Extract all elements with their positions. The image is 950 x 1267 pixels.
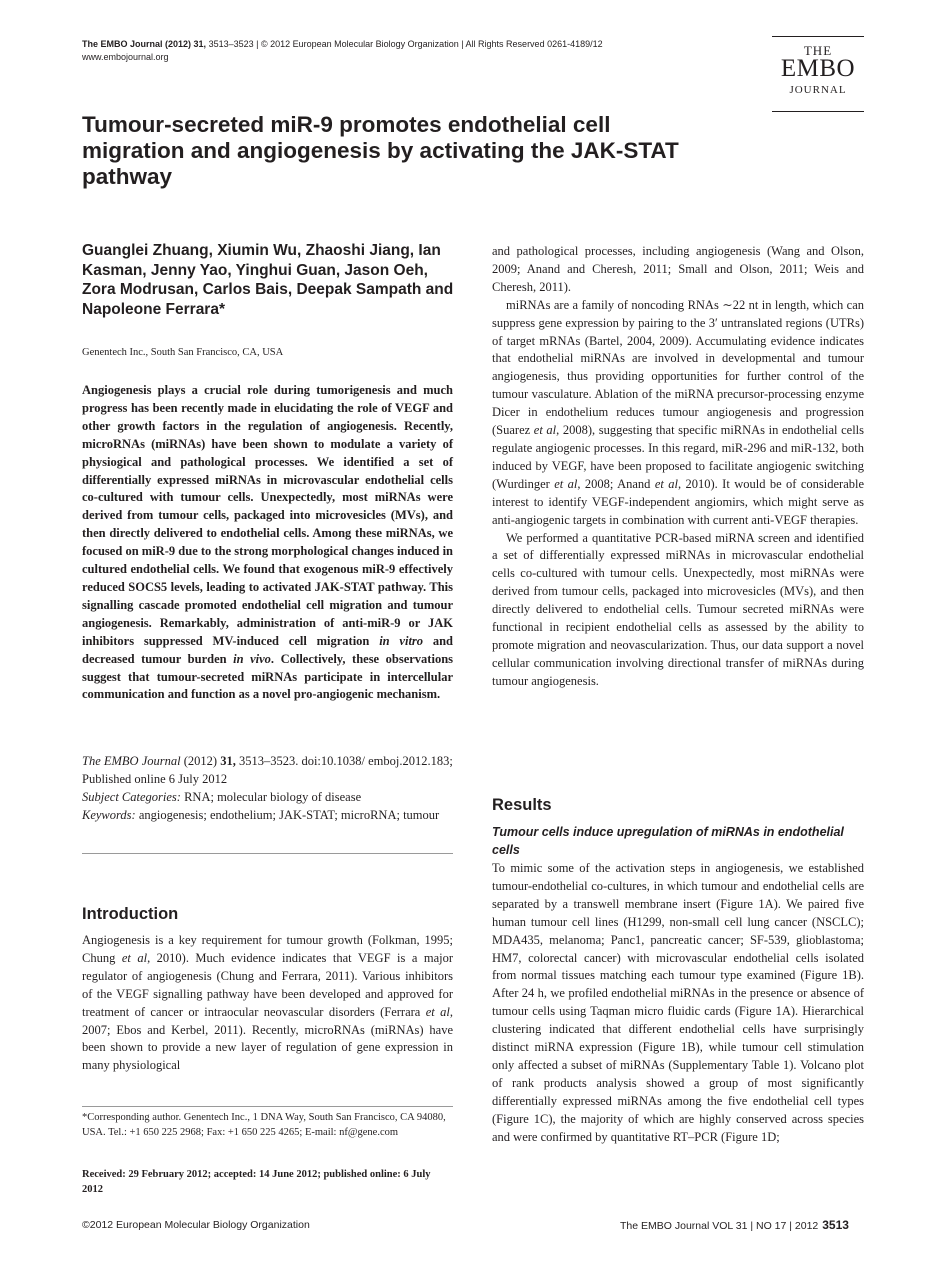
footnote-divider	[82, 1106, 453, 1107]
abstract	[82, 382, 453, 704]
abstract-text: Angiogenesis plays a crucial role during tumorigenesis and much progress has been recently made in elucidating the role of VEGF and other growth factors in the regulation of angiogenesis. Recently, microRNAs (miRNAs) have been shown to modulate a variety of physiogical and pathological processes. We identified a set of differentially expressed miRNAs in microvascular endothelial cells co-cultured with tumour cells. Unexpectedly, most miRNAs were derived from tumour cells, packaged into microvesicles (MVs), and then directly delivered to endothelial cells. Among these miRNAs, we focused on miR-9 due to the strong morphological changes induced in cultured endothelial cells. We found that exogenous miR-9 effectively reduced SOCS5 levels, leading to activated JAK-STAT pathway. This signalling cascade promoted endothelial cell migration and tumour angiogenesis. Remarkably, administration of anti-miR-9 or JAK inhibitors suppressed MV-induced cell migration	[82, 383, 453, 648]
citation-block	[82, 753, 453, 825]
results-heading: Results	[492, 796, 552, 814]
embo-logo	[772, 36, 864, 112]
p2-etal-3: et al	[654, 476, 678, 491]
running-header	[82, 38, 603, 64]
p2-text-c: , 2008; Anand	[577, 476, 651, 491]
logo-line-journal: JOURNAL	[789, 84, 847, 96]
intro-text-1: Angiogenesis is a key requirement for tumour growth (Folkman, 1995; Chung	[82, 933, 453, 965]
section-divider	[82, 853, 453, 854]
journal-url[interactable]: www.embojournal.org	[82, 52, 169, 62]
intro-etal-1: et al	[121, 950, 148, 965]
citation-volume: 31,	[220, 754, 236, 768]
journal-ref: The EMBO Journal (2012) 31,	[82, 39, 207, 49]
citation-year: (2012)	[183, 754, 218, 768]
right-paragraph-1: and pathological processes, including angiogenesis (Wang and Olson, 2009; Anand and Cheresh, 2011; Small and Olson, 2011; Weis and Cheresh, 2011).	[492, 244, 864, 294]
corresponding-author: *Corresponding author. Genentech Inc., 1 DNA Way, South San Francisco, CA 94080, USA. Tel.: +1 650 225 2968; Fax: +1 650 225 4265; E-mail: nf@gene.com	[82, 1112, 446, 1138]
citation-doi: 3513–3523. doi:10.1038/ emboj.2012.183; Published online 6 July 2012	[82, 754, 453, 786]
introduction-paragraph	[82, 932, 453, 1075]
introduction-heading: Introduction	[82, 905, 179, 923]
footer-copyright: ©2012 European Molecular Biology Organization	[82, 1219, 310, 1231]
affiliation: Genentech Inc., South San Francisco, CA, USA	[82, 347, 284, 358]
intro-text-3: , 2007; Ebos and Kerbel, 2011). Recently, microRNAs (miRNAs) have been shown to provide a new layer of regulation of gene expression in many physiological	[82, 1004, 454, 1073]
subject-value: RNA; molecular biology of disease	[184, 789, 362, 804]
intro-etal-2: et al	[425, 1004, 450, 1019]
abstract-in-vivo: in vivo	[233, 651, 271, 666]
p2-text-d: , 2010). It would be of considerable interest to identify VEGF-independent angiomirs, which might serve as anti-angiogenic targets in combination with current anti-VEGF therapies.	[492, 476, 865, 527]
pages-rights: 3513–3523 | © 2012 European Molecular Biology Organization | All Rights Reserved 0261-4189/12	[208, 39, 603, 49]
author-list: Guanglei Zhuang, Xiumin Wu, Zhaoshi Jiang, Ian Kasman, Jenny Yao, Yinghui Guan, Jason Oeh, Zora Modrusan, Carlos Bais, Deepak Sampath and Napoleone Ferrara*	[82, 242, 454, 318]
right-paragraph-3: We performed a quantitative PCR-based miRNA screen and identified a set of differentially expressed miRNAs in microvascular endothelial cells co-cultured with tumour cells. Unexpectedly, most miRNAs were derived from tumour cells, packaged into microvesicles (MVs), and then directly delivered to endothelial cells. Tumour secreted miRNAs were functional in recipient endothelial cells as assessed by the ability to promote migration and neovascularization. Thus, our data support a novel cellular communication involving directional transfer of miRNAs during tumour angiogenesis.	[492, 530, 864, 688]
p2-text-a: miRNAs are a family of noncoding RNAs ∼22 nt in length, which can suppress gene expression by pairing to the 3′ untranslated regions (UTRs) of target mRNAs (Bartel, 2004, 2009). Accumulating evidence indicates that endothelial miRNAs are involved in developmental and tumour angiogenesis, thus providing opportunities for further control of the tumour vasculature. Ablation of the miRNA precursor-processing enzyme Dicer in endothelium reduces tumour angiogenesis and progression (Suarez	[492, 297, 864, 438]
right-paragraph-2	[492, 297, 864, 530]
results-paragraph: To mimic some of the activation steps in angiogenesis, we established tumour-endothelial co-cultures, in which tumour and endothelial cells are separated by a transwell membrane insert (Figure 1A). We paired five human tumour cell lines (H1299, non-small cell lung cancer (NSCLC); MDA435, melanoma; Panc1, pancreatic cancer; SF-539, glioblastoma; HM7, colorectal cancer) with microvascular endothelial cells isolated from normal tissues matching each tumour type examined (Figure 1B). After 24 h, we profiled endothelial miRNAs in the presence or absence of tumour cells using Taqman micro fluidic cards (Figure 1A). Hierarchical clustering indicated that different endothelial cells have surprisingly distinct miRNA expression (Figure 1B), while tumour cell stimulation only affected a subset of miRNAs (Supplementary Table 1). Volcano plot of rank products analysis showed a group of most significantly differentially expressed miRNAs among the five endothelial cell types (Figure 1C), the majority of which are highly conserved across species and were confirmed by quantitative RT–PCR (Figure 1D;	[492, 861, 864, 1144]
citation-journal: The EMBO Journal	[82, 754, 181, 768]
p2-text-b: , 2008), suggesting that specific miRNAs in endothelial cells regulate angiogenic processes. In this regard, miR-296 and miR-132, both induced by VEGF, have been proposed to facilitate angiogenic switching (Wurdinger	[492, 423, 865, 491]
results-subheading: Tumour cells induce upregulation of miRNAs in endothelial cells	[492, 825, 844, 857]
right-column-text	[492, 243, 864, 691]
logo-line-the: THE	[803, 43, 833, 58]
abstract-mid: and decreased tumour burden	[82, 633, 454, 666]
subject-label: Subject Categories:	[82, 789, 181, 804]
abstract-end: . Collectively, these observations suggest that tumour-secreted miRNAs participate in intercellular communication and function as a novel pro-angiogenic mechanism.	[82, 651, 454, 702]
received-dates: Received: 29 February 2012; accepted: 14 June 2012; published online: 6 July 2012	[82, 1169, 431, 1195]
keywords-label: Keywords:	[82, 807, 136, 822]
p2-etal-2: et al	[554, 476, 578, 491]
footer-journal-text: The EMBO Journal VOL 31 | NO 17 | 2012	[620, 1220, 819, 1232]
page-number: 3513	[822, 1218, 849, 1232]
footer-journal	[620, 1218, 865, 1232]
logo-line-embo: EMBO	[780, 55, 856, 82]
abstract-in-vitro: in vitro	[379, 633, 424, 648]
article-title: Tumour-secreted miR-9 promotes endothelial cell migration and angiogenesis by activating the JAK-STAT pathway	[82, 112, 679, 189]
intro-text-2: , 2010). Much evidence indicates that VEGF is a major regulator of angiogenesis (Chung and Ferrara, 2011). Various inhibitors of the VEGF signalling pathway have been developed and approved for treatment of cancer or intraocular neovascular disorders (Ferrara	[82, 950, 454, 1019]
p2-etal-1: et al	[533, 423, 557, 438]
keywords-value: angiogenesis; endothelium; JAK-STAT; microRNA; tumour	[138, 807, 440, 822]
